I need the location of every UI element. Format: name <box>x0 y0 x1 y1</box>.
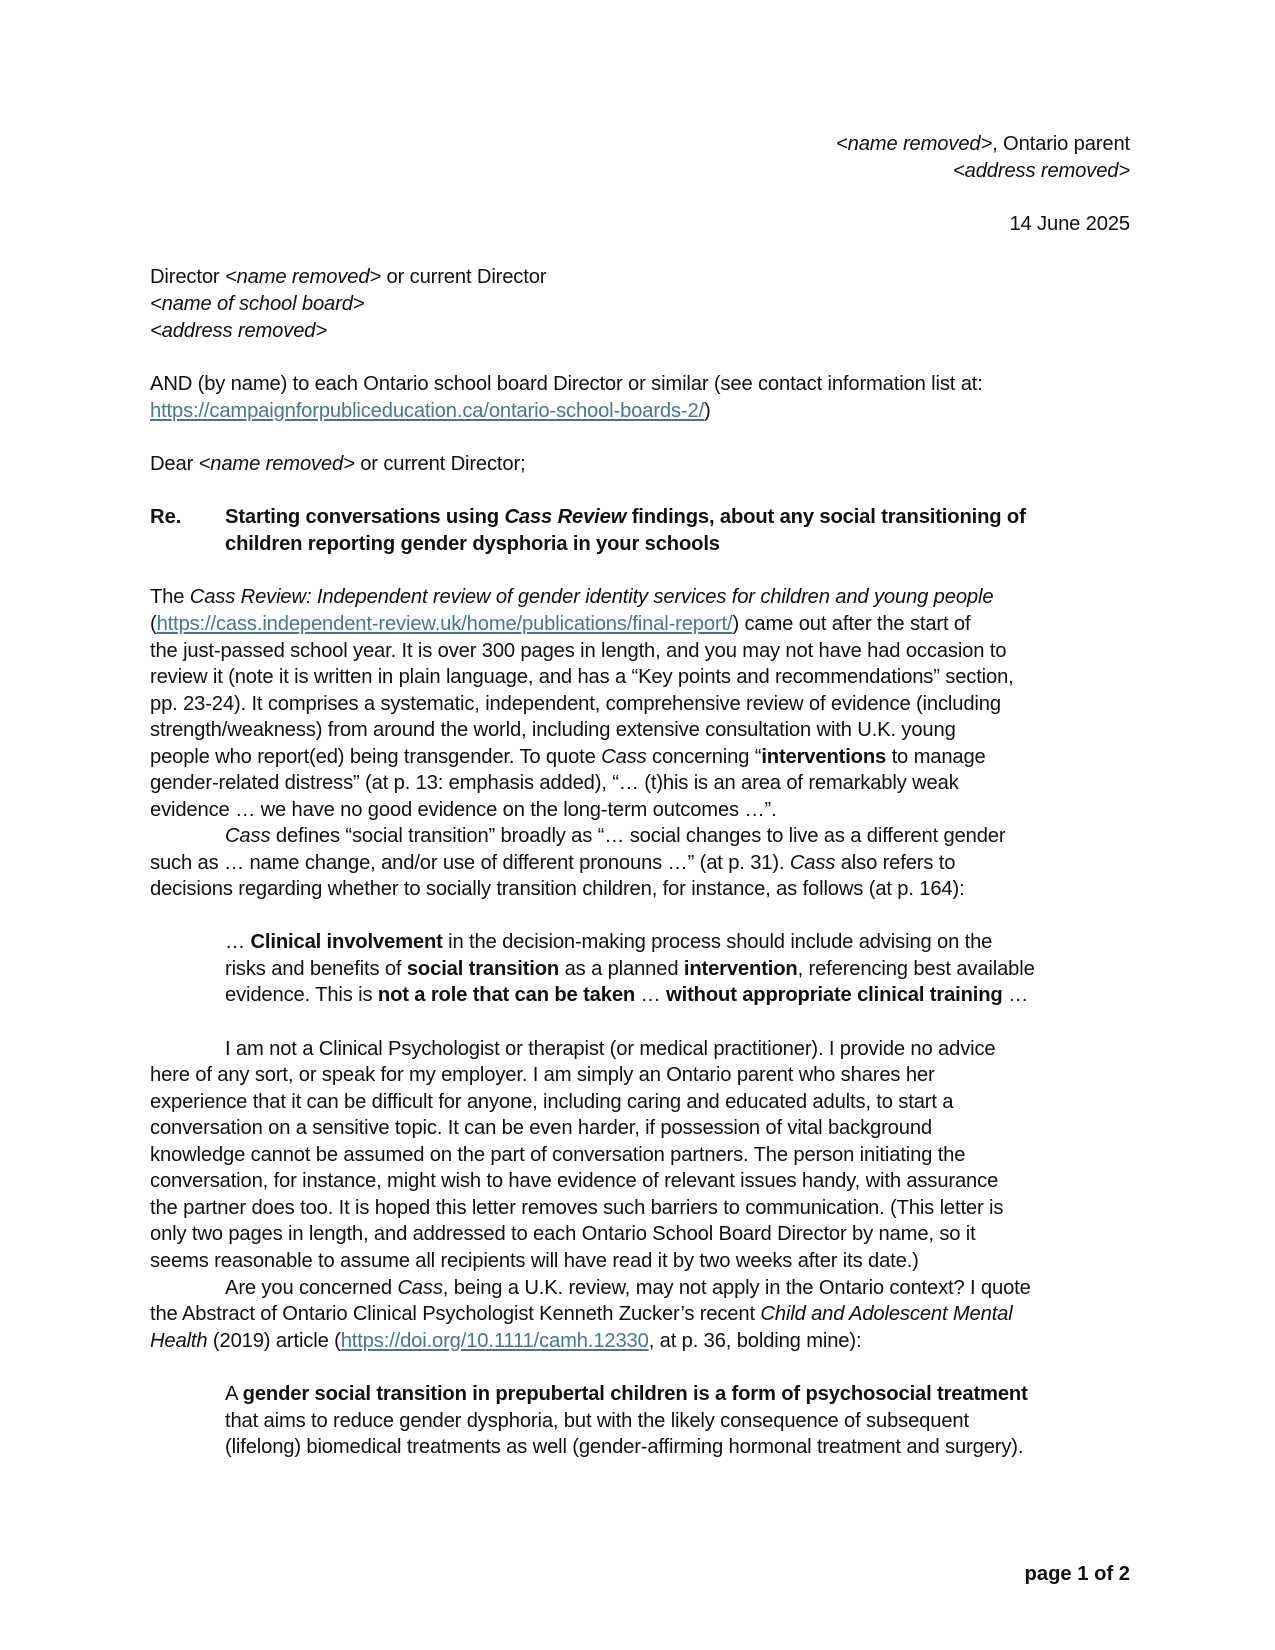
page-number: page 1 of 2 <box>1024 1563 1130 1585</box>
sender-name: <name removed> <box>835 133 993 155</box>
quote2-line: that aims to reduce gender dysphoria, but with the likely consequence of subsequent <box>225 1410 969 1432</box>
cass-review-link[interactable]: https://cass.independent-review.uk/home/publications/final-report/ <box>156 613 733 635</box>
p2-line: Cass defines “social transition” broadly as “… social changes to live as a different gender <box>225 825 1006 847</box>
p3-line: the partner does too. It is hoped this letter removes such barriers to communication. (This letter is <box>150 1197 1004 1219</box>
quote1-line: risks and benefits of social transition as a planned intervention, referencing best available <box>225 958 1035 980</box>
doi-link[interactable]: https://doi.org/10.1111/camh.12330 <box>340 1330 649 1352</box>
p1-line: the just-passed school year. It is over 300 pages in length, and you may not have had occasion to <box>150 640 1007 662</box>
p1-line: (https://cass.independent-review.uk/home/publications/final-report/) came out after the start of <box>150 613 971 635</box>
cc-line: AND (by name) to each Ontario school board Director or similar (see contact information list at: <box>150 373 983 395</box>
p3-line: conversation, for instance, might wish to have evidence of relevant issues handy, with assurance <box>150 1170 999 1192</box>
recipient-line: Director <name removed> or current Director <box>150 266 547 288</box>
p1-line: strength/weakness) from around the world, including extensive consultation with U.K. young <box>150 719 956 741</box>
letter-date: 14 June 2025 <box>1009 213 1130 235</box>
subject-label: Re. <box>150 506 182 528</box>
p1-line: pp. 23-24). It comprises a systematic, independent, comprehensive review of evidence (including <box>150 693 1001 715</box>
p1-line: gender-related distress” (at p. 13: emphasis added), “… (t)his is an area of remarkably weak <box>150 772 959 794</box>
p4-line: the Abstract of Ontario Clinical Psychologist Kenneth Zucker’s recent Child and Adolescent Mental <box>150 1303 1013 1325</box>
p1-line: evidence … we have no good evidence on the long-term outcomes …”. <box>150 799 777 821</box>
p3-line: here of any sort, or speak for my employer. I am simply an Ontario parent who shares her <box>150 1064 935 1086</box>
p3-line: experience that it can be difficult for anyone, including caring and educated adults, to start a <box>150 1091 954 1113</box>
p2-line: such as … name change, and/or use of different pronouns …” (at p. 31). Cass also refers to <box>150 852 956 874</box>
recipient-address: <address removed> <box>150 320 327 342</box>
sender-address: <address removed> <box>953 160 1130 182</box>
p2-line: decisions regarding whether to socially transition children, for instance, as follows (at p. 164): <box>150 878 965 900</box>
recipient-school-board: <name of school board> <box>150 293 365 315</box>
quote1-line: … Clinical involvement in the decision-making process should include advising on the <box>225 931 993 953</box>
quote2-line: (lifelong) biomedical treatments as well (gender-affirming hormonal treatment and surgery). <box>225 1436 1024 1458</box>
subject-line-1: Starting conversations using Cass Review findings, about any social transitioning of <box>225 506 1026 528</box>
p1-line: review it (note it is written in plain language, and has a “Key points and recommendations” section, <box>150 666 1014 688</box>
salutation: Dear <name removed> or current Director; <box>150 453 526 475</box>
cc-link-line: https://campaignforpubliceducation.ca/ontario-school-boards-2/) <box>150 400 711 422</box>
p3-line: knowledge cannot be assumed on the part of conversation partners. The person initiating the <box>150 1144 966 1166</box>
sender-name-line: <name removed>, Ontario parent <box>835 133 1130 155</box>
p3-line: I am not a Clinical Psychologist or therapist (or medical practitioner). I provide no advice <box>225 1038 996 1060</box>
p4-line: Are you concerned Cass, being a U.K. review, may not apply in the Ontario context? I quote <box>225 1277 1031 1299</box>
school-boards-link[interactable]: https://campaignforpubliceducation.ca/ontario-school-boards-2/ <box>150 400 705 422</box>
p3-line: only two pages in length, and addressed to each Ontario School Board Director by name, so it <box>150 1223 976 1245</box>
quote2-line: A gender social transition in prepubertal children is a form of psychosocial treatment <box>225 1383 1028 1405</box>
p1-line: The Cass Review: Independent review of gender identity services for children and young people <box>150 586 994 608</box>
p4-line: Health (2019) article (https://doi.org/10.1111/camh.12330, at p. 36, bolding mine): <box>150 1330 862 1352</box>
p3-line: conversation on a sensitive topic. It can be even harder, if possession of vital background <box>150 1117 932 1139</box>
p3-line: seems reasonable to assume all recipients will have read it by two weeks after its date.) <box>150 1250 919 1272</box>
subject-line-2: children reporting gender dysphoria in your schools <box>225 533 720 555</box>
quote1-line: evidence. This is not a role that can be taken … without appropriate clinical training … <box>225 984 1029 1006</box>
p1-line: people who report(ed) being transgender. To quote Cass concerning “interventions to manage <box>150 746 986 768</box>
